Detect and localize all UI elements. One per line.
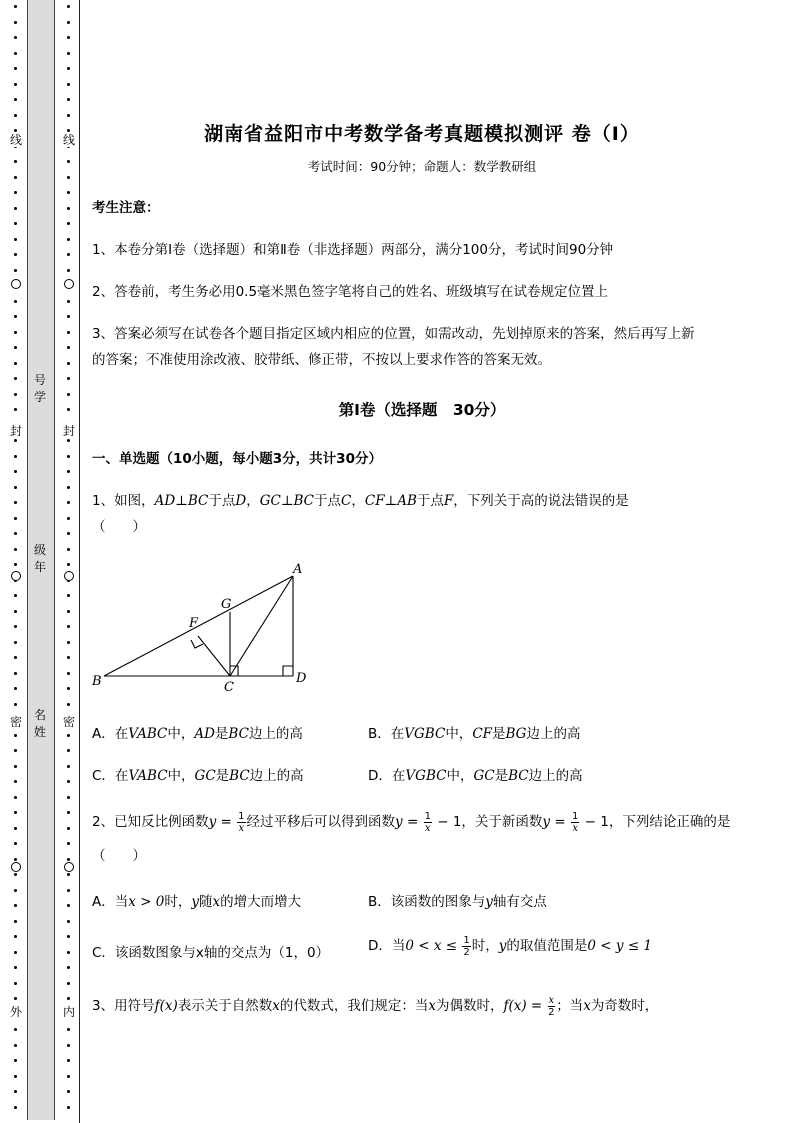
fraction-1-over-x: $\frac{1}{x}$: [424, 810, 431, 834]
field-student-number: 号 学: [33, 373, 46, 404]
dot: [67, 749, 70, 752]
dot: [14, 83, 17, 86]
dot: [67, 1059, 70, 1062]
label-d: D: [296, 671, 307, 686]
dot: [67, 594, 70, 597]
dot: [14, 1044, 17, 1047]
dot: [67, 517, 70, 520]
right-angle-f: [191, 640, 203, 648]
question-1-answer-paren: （ ）: [92, 519, 146, 535]
dot: [67, 842, 70, 845]
outer-ring: [11, 279, 21, 289]
dot: [67, 610, 70, 613]
dot: [67, 470, 70, 473]
fraction-x-over-2: $\frac{x}{2}$: [548, 994, 555, 1018]
dot: [14, 610, 17, 613]
outer-mark-xian: 线: [9, 133, 22, 147]
dot: [14, 687, 17, 690]
dot: [14, 408, 17, 411]
dot: [14, 346, 17, 349]
inner-mark-mi: 密: [62, 715, 75, 729]
dot: [14, 548, 17, 551]
dot: [14, 191, 17, 194]
triangle-figure: [92, 560, 322, 695]
label-f: F: [189, 616, 199, 631]
dot: [14, 858, 17, 861]
dot: [14, 393, 17, 396]
inner-dotted-line: [63, 0, 75, 1123]
page-title: 湖南省益阳市中考数学备考真题模拟测评 卷（Ⅰ）: [204, 123, 640, 145]
question-2-option-d[interactable]: D．当0 < x ≤ $\frac{1}{2}$ 时，y的取值范围是0 < y ≤ 1: [368, 934, 653, 958]
question-3-stem: 3、用符号f(x)表示关于自然数x的代数式，我们规定：当x为偶数时，f(x) = $\frac{x}{2}$ ；当x为奇数时，: [92, 994, 659, 1018]
dot: [14, 455, 17, 458]
section-title: 第Ⅰ卷（选择题 30分）: [338, 401, 506, 419]
part-heading: 一、单选题（10小题，每小题3分，共计30分）: [92, 451, 382, 467]
dot: [14, 1075, 17, 1078]
dot: [14, 1059, 17, 1062]
exam-info: 考试时间：90分钟；命题人：数学教研组: [307, 159, 537, 174]
dot: [14, 300, 17, 303]
question-1-option-a[interactable]: A．在VABC中，AD是BC边上的高: [92, 726, 303, 742]
dot: [14, 625, 17, 628]
dot: [67, 625, 70, 628]
dot: [14, 951, 17, 954]
dot: [67, 346, 70, 349]
dot: [14, 501, 17, 504]
fraction-1-over-x: $\frac{1}{x}$: [571, 810, 579, 834]
dot: [14, 811, 17, 814]
dot: [67, 765, 70, 768]
dot: [14, 563, 17, 566]
outer-mark-feng: 封: [9, 424, 22, 438]
dot: [67, 796, 70, 799]
dot: [14, 796, 17, 799]
outer-ring: [11, 571, 21, 581]
dot: [14, 98, 17, 101]
dot: [14, 641, 17, 644]
dot: [14, 222, 17, 225]
inner-ring: [64, 571, 74, 581]
dot: [67, 656, 70, 659]
dot: [67, 83, 70, 86]
label-b: B: [92, 674, 102, 689]
dot: [67, 238, 70, 241]
dot: [14, 315, 17, 318]
segment-cf: [198, 636, 230, 676]
label-c: C: [224, 680, 234, 695]
dot: [14, 52, 17, 55]
dot: [14, 470, 17, 473]
dot: [14, 672, 17, 675]
dot: [67, 439, 70, 442]
dot: [67, 935, 70, 938]
dot: [67, 160, 70, 163]
dot: [67, 36, 70, 39]
dot: [67, 873, 70, 876]
question-1-option-d[interactable]: D．在VGBC中，GC是BC边上的高: [368, 768, 583, 784]
dot: [14, 656, 17, 659]
inner-mark-nei: 内: [62, 1005, 75, 1019]
dot: [67, 377, 70, 380]
dot: [14, 920, 17, 923]
dot: [67, 331, 70, 334]
notice-heading: 考生注意：: [92, 200, 160, 216]
dot: [14, 1106, 17, 1109]
margin-edge-line: [79, 0, 80, 1123]
question-2-option-a[interactable]: A．当x > 0时，y随x的增大而增大: [92, 894, 302, 910]
notice-item-3-line-1: 3、答案必须写在试卷各个题目指定区域内相应的位置，如需改动，先划掉原来的答案，然后再写上新: [92, 326, 695, 342]
label-g: G: [221, 597, 232, 612]
dot: [67, 455, 70, 458]
dot: [67, 548, 70, 551]
dot: [14, 207, 17, 210]
dot: [67, 1044, 70, 1047]
question-2-stem: 2、已知反比例函数y = $\frac{1}{x}$ 经过平移后可以得到函数y = $\frac{1}{x}$ − 1，关于新函数y = $\frac{1}{x}$ − 1，下列结论正确的是: [92, 810, 731, 834]
dot: [67, 129, 70, 132]
dot: [14, 904, 17, 907]
inner-ring: [64, 862, 74, 872]
dot: [14, 114, 17, 117]
notice-item-3-line-2: 的答案；不准使用涂改液、胶带纸、修正带，不按以上要求作答的答案无效。: [92, 352, 551, 368]
fraction-1-over-x: $\frac{1}{x}$: [238, 810, 245, 834]
dot: [14, 532, 17, 535]
question-1-option-c[interactable]: C．在VABC中，GC是BC边上的高: [92, 768, 304, 784]
label-a: A: [293, 562, 303, 577]
dot: [14, 889, 17, 892]
dot: [67, 532, 70, 535]
dot: [14, 331, 17, 334]
dot: [14, 734, 17, 737]
field-grade: 级 年: [33, 543, 46, 574]
dot: [14, 982, 17, 985]
question-1-stem: 1、如图，AD⊥BC于点D，GC⊥BC于点C，CF⊥AB于点F，下列关于高的说法错误的是: [92, 493, 629, 509]
dot: [14, 67, 17, 70]
dot: [14, 1028, 17, 1031]
dot: [14, 749, 17, 752]
notice-item-2: 2、答卷前，考生务必用0.5毫米黑色签字笔将自己的姓名、班级填写在试卷规定位置上: [92, 284, 609, 300]
dot: [67, 114, 70, 117]
dot: [67, 52, 70, 55]
dot: [14, 997, 17, 1000]
fraction-1-over-2: $\frac{1}{2}$: [463, 934, 470, 958]
dot: [67, 858, 70, 861]
dot: [14, 594, 17, 597]
dot: [67, 362, 70, 365]
dot: [67, 563, 70, 566]
outer-dotted-line: [10, 0, 22, 1123]
dot: [67, 21, 70, 24]
dot: [14, 176, 17, 179]
field-name: 名 姓: [33, 708, 46, 739]
dot: [67, 5, 70, 8]
dot: [14, 935, 17, 938]
dot: [67, 207, 70, 210]
question-2-option-b[interactable]: B．该函数的图象与y轴有交点: [368, 894, 547, 910]
dot: [14, 362, 17, 365]
dot: [67, 253, 70, 256]
dot: [14, 827, 17, 830]
outer-ring: [11, 862, 21, 872]
dot: [67, 780, 70, 783]
dot: [67, 269, 70, 272]
outer-mark-wai: 外: [9, 1005, 22, 1019]
dot: [67, 827, 70, 830]
dot: [14, 269, 17, 272]
dot: [14, 36, 17, 39]
dot: [67, 1106, 70, 1109]
dot: [67, 889, 70, 892]
dot: [67, 687, 70, 690]
notice-item-1: 1、本卷分第Ⅰ卷（选择题）和第Ⅱ卷（非选择题）两部分，满分100分，考试时间90分钟: [92, 242, 614, 258]
dot: [67, 315, 70, 318]
dot: [67, 486, 70, 489]
dot: [67, 222, 70, 225]
dot: [14, 377, 17, 380]
dot: [67, 641, 70, 644]
dot: [14, 21, 17, 24]
dot: [14, 238, 17, 241]
dot: [67, 920, 70, 923]
dot: [67, 811, 70, 814]
dot: [67, 393, 70, 396]
dot: [14, 765, 17, 768]
question-2-answer-paren: （ ）: [92, 848, 146, 864]
dot: [14, 966, 17, 969]
segment-ca: [230, 576, 293, 676]
dot: [67, 951, 70, 954]
inner-mark-feng: 封: [62, 424, 75, 438]
dot: [14, 129, 17, 132]
inner-mark-xian: 线: [62, 133, 75, 147]
dot: [14, 873, 17, 876]
dot: [14, 1090, 17, 1093]
dot: [67, 300, 70, 303]
dot: [67, 703, 70, 706]
dot: [67, 982, 70, 985]
dot: [67, 1028, 70, 1031]
binding-margin: [0, 0, 82, 1123]
dot: [14, 253, 17, 256]
dot: [67, 966, 70, 969]
dot: [14, 780, 17, 783]
dot: [14, 5, 17, 8]
question-2-option-c[interactable]: C．该函数图象与x轴的交点为（1，0）: [92, 945, 330, 961]
right-angle-d: [283, 666, 293, 676]
dot: [14, 486, 17, 489]
dot: [14, 517, 17, 520]
dot: [14, 160, 17, 163]
dot: [14, 703, 17, 706]
dot: [67, 997, 70, 1000]
dot: [67, 191, 70, 194]
dot: [67, 98, 70, 101]
dot: [67, 1075, 70, 1078]
question-1-option-b[interactable]: B．在VGBC中，CF是BG边上的高: [368, 726, 581, 742]
outer-mark-mi: 密: [9, 715, 22, 729]
dot: [67, 672, 70, 675]
dot: [14, 842, 17, 845]
segment-ba: [104, 576, 293, 676]
dot: [67, 1090, 70, 1093]
dot: [67, 734, 70, 737]
inner-ring: [64, 279, 74, 289]
dot: [67, 67, 70, 70]
dot: [67, 501, 70, 504]
dot: [67, 904, 70, 907]
dot: [67, 176, 70, 179]
dot: [67, 408, 70, 411]
dot: [14, 439, 17, 442]
